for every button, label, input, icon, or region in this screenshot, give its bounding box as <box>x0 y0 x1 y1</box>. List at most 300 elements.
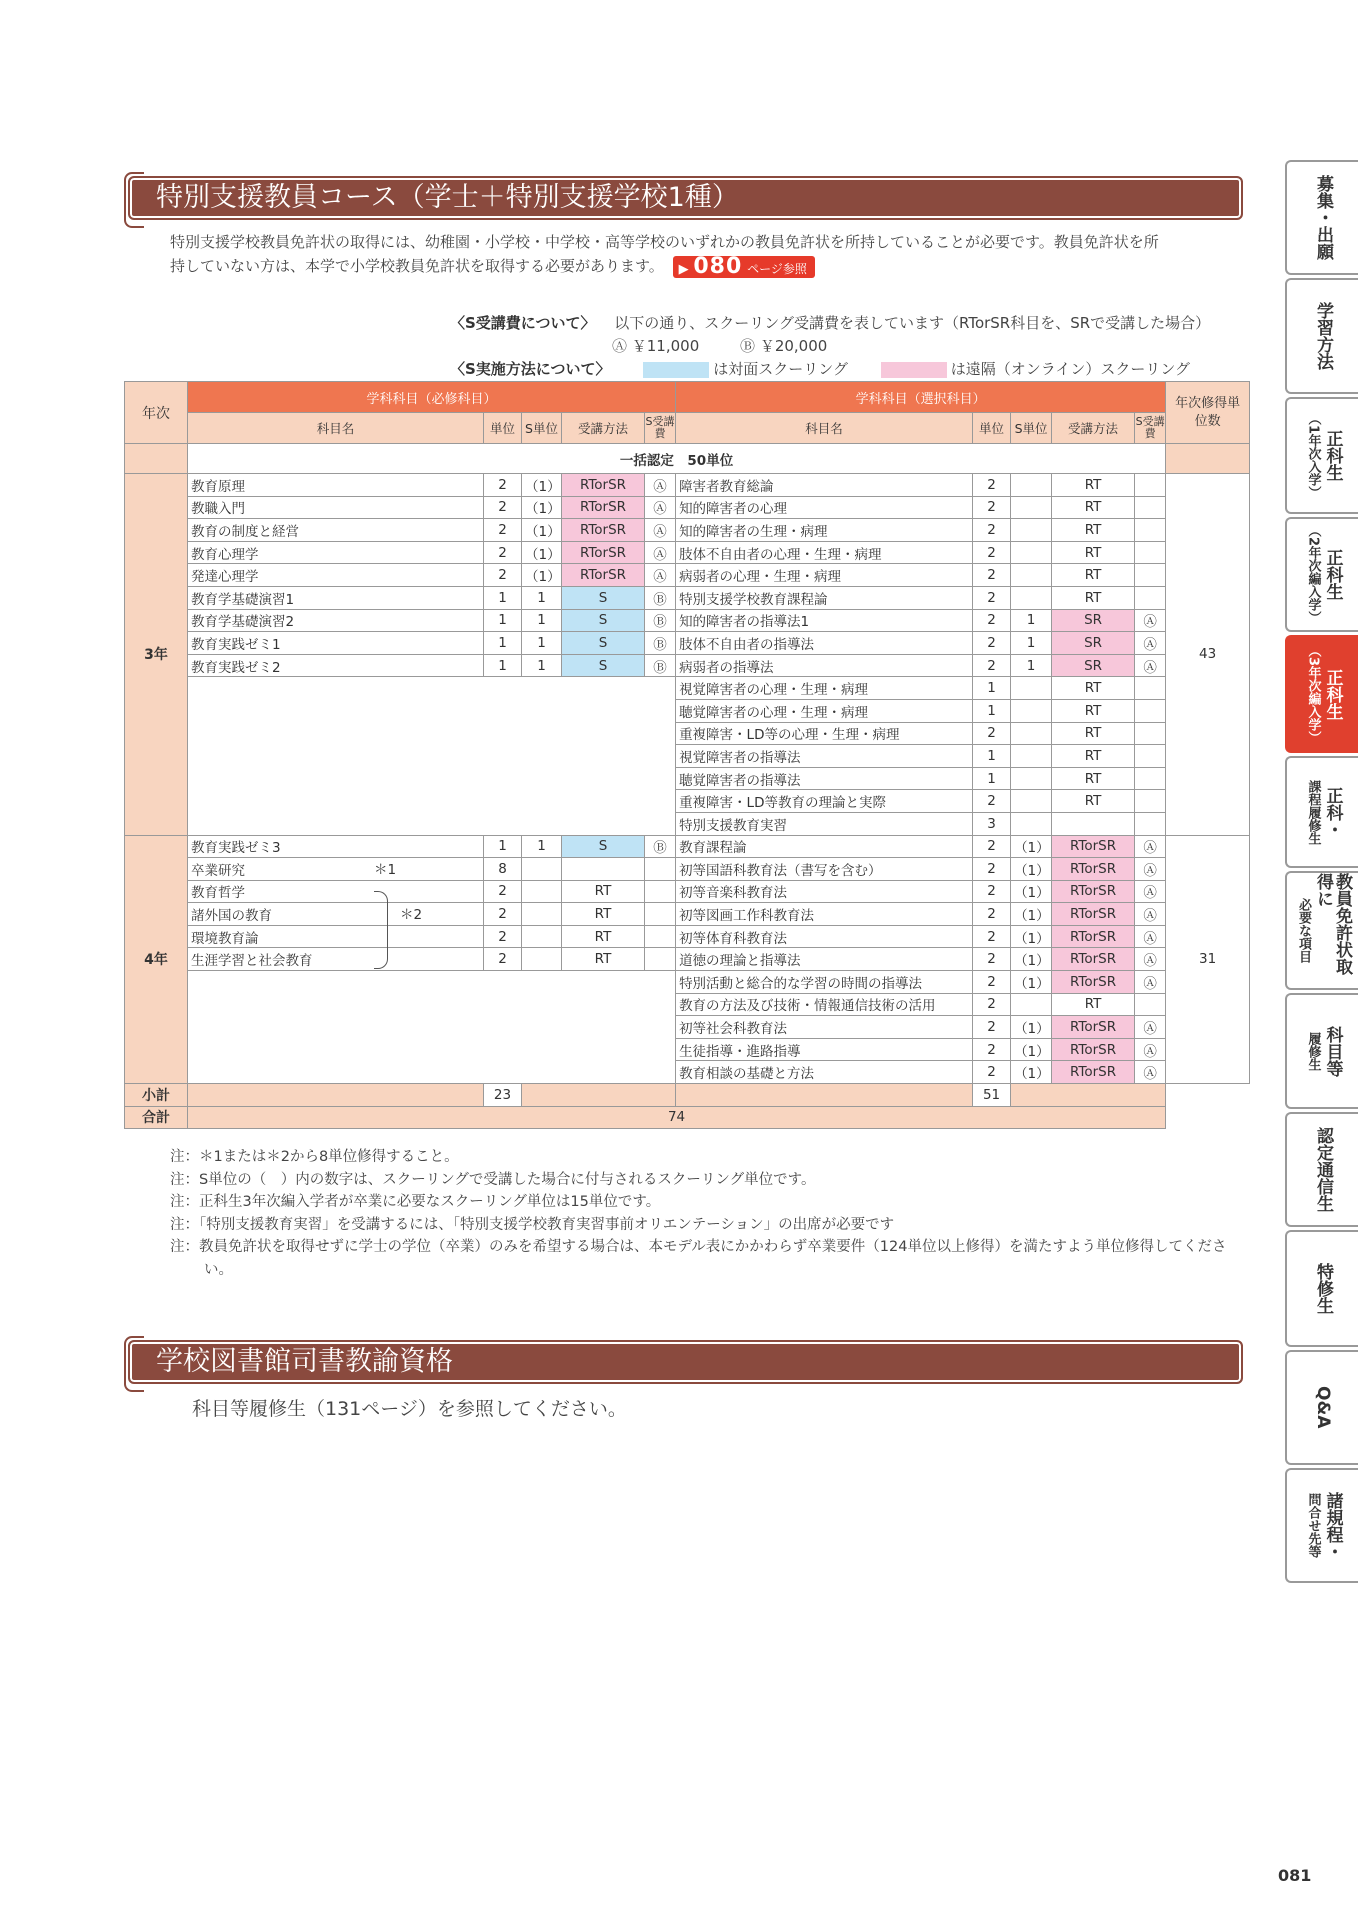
elective-course-unit: 3 <box>973 812 1011 835</box>
table-row <box>125 564 1250 587</box>
sidebar-tab-label: 科目等 <box>1322 1025 1343 1077</box>
note-item: 注：「特別支援教育実習」を受講するには、「特別支援学校教育実習事前オリエンテーション」の出席が必要です <box>170 1216 895 1233</box>
elective-course-sfee <box>1135 767 1166 790</box>
sidebar-tab[interactable] <box>1285 1230 1358 1347</box>
elective-course-sfee <box>1135 586 1166 609</box>
elective-course-unit: 2 <box>973 790 1011 813</box>
elective-course-unit: 2 <box>973 903 1011 926</box>
required-empty-cell <box>522 767 562 790</box>
sidebar-tab[interactable] <box>1285 756 1358 868</box>
required-course-sfee: Ⓑ <box>645 632 676 655</box>
required-course-sfee: Ⓐ <box>645 564 676 587</box>
fee-line-3 <box>450 358 1210 381</box>
bulk-total-cell <box>1166 444 1250 474</box>
required-empty-cell <box>484 790 522 813</box>
table-row <box>125 699 1250 722</box>
sidebar-tab[interactable] <box>1285 517 1358 632</box>
required-empty-cell <box>522 745 562 768</box>
elective-course-name: 聴覚障害者の指導法 <box>676 767 973 790</box>
asterisk-1-mark: ＊1 <box>374 862 397 879</box>
required-empty-cell <box>522 1061 562 1084</box>
required-course-sunit <box>522 880 562 903</box>
table-row <box>125 474 1250 497</box>
table-row <box>125 609 1250 632</box>
elective-course-sunit: （1） <box>1011 1016 1052 1039</box>
elective-course-name: 特別支援教育実習 <box>676 812 973 835</box>
elective-course-name: 病弱者の指導法 <box>676 654 973 677</box>
elective-course-sunit <box>1011 767 1052 790</box>
required-course-name: 教育学基礎演習2 <box>188 609 484 632</box>
blue-swatch <box>643 362 709 378</box>
required-empty-cell <box>522 971 562 994</box>
table-row <box>125 722 1250 745</box>
intro-line-2 <box>170 254 1245 278</box>
required-course-unit: 2 <box>484 948 522 971</box>
elective-course-method: RT <box>1052 474 1135 497</box>
header-subject-elective: 科目名 <box>676 413 973 444</box>
subtotal-blank <box>676 1084 973 1107</box>
header-sfee-elective: S受講費 <box>1135 413 1166 444</box>
elective-course-sunit <box>1011 812 1052 835</box>
elective-course-name: 教育の方法及び技術・情報通信技術の活用 <box>676 993 973 1016</box>
fee-a: Ⓐ ￥11,000 <box>612 337 700 355</box>
sidebar-tab[interactable] <box>1285 160 1358 275</box>
required-empty-cell <box>645 722 676 745</box>
elective-course-method: RTorSR <box>1052 1061 1135 1084</box>
elective-course-name: 知的障害者の心理 <box>676 496 973 519</box>
elective-course-sunit: 1 <box>1011 632 1052 655</box>
elective-course-name: 生徒指導・進路指導 <box>676 1038 973 1061</box>
elective-course-method: SR <box>1052 632 1135 655</box>
elective-course-name: 視覚障害者の心理・生理・病理 <box>676 677 973 700</box>
required-empty-cell <box>562 993 645 1016</box>
required-course-name: 教育実践ゼミ3 <box>188 835 484 858</box>
elective-course-method: RT <box>1052 993 1135 1016</box>
elective-course-sfee: Ⓐ <box>1135 1061 1166 1084</box>
sidebar-tab-label: 学習方法 <box>1313 302 1333 370</box>
elective-course-unit: 2 <box>973 1016 1011 1039</box>
table-row <box>125 745 1250 768</box>
elective-course-method: RT <box>1052 541 1135 564</box>
required-course-unit: 2 <box>484 564 522 587</box>
elective-course-sfee <box>1135 699 1166 722</box>
header-unit-elective: 単位 <box>973 413 1011 444</box>
header-year: 年次 <box>125 382 188 444</box>
sidebar-tab[interactable] <box>1285 635 1358 753</box>
elective-course-sunit: 1 <box>1011 609 1052 632</box>
required-course-sunit: （1） <box>522 541 562 564</box>
table-header-row-1 <box>125 382 1250 413</box>
required-empty-cell <box>562 1038 645 1061</box>
required-course-sfee: Ⓑ <box>645 654 676 677</box>
elective-course-sfee <box>1135 519 1166 542</box>
required-empty-cell <box>188 767 484 790</box>
required-empty-cell <box>522 677 562 700</box>
required-course-sunit <box>522 948 562 971</box>
required-course-method: S <box>562 654 645 677</box>
required-course-sfee: Ⓑ <box>645 609 676 632</box>
required-course-unit: 2 <box>484 903 522 926</box>
elective-course-method <box>1052 812 1135 835</box>
required-empty-cell <box>484 1061 522 1084</box>
total-label: 合計 <box>125 1106 188 1129</box>
elective-course-name: 障害者教育総論 <box>676 474 973 497</box>
page-ref-text: ページ参照 <box>747 261 807 276</box>
required-empty-cell <box>562 722 645 745</box>
subtotal-blank <box>522 1084 676 1107</box>
elective-course-sfee <box>1135 496 1166 519</box>
elective-course-sunit: （1） <box>1011 903 1052 926</box>
table-row <box>125 925 1250 948</box>
elective-course-sfee: Ⓐ <box>1135 654 1166 677</box>
note-item: 注：S単位の（ ）内の数字は、スクーリングで受講した場合に付与されるスクーリング単位です。 <box>170 1171 816 1188</box>
elective-course-sfee <box>1135 541 1166 564</box>
elective-course-unit: 2 <box>973 880 1011 903</box>
required-empty-cell <box>645 1016 676 1039</box>
total-empty <box>1166 1106 1250 1129</box>
required-course-sunit: 1 <box>522 654 562 677</box>
table-row <box>125 1016 1250 1039</box>
elective-course-unit: 2 <box>973 835 1011 858</box>
header-method-elective: 受講方法 <box>1052 413 1135 444</box>
elective-course-method: RTorSR <box>1052 1016 1135 1039</box>
elective-course-sunit <box>1011 699 1052 722</box>
sidebar-tab-sublabel: （1年次入学） <box>1305 411 1321 500</box>
elective-course-unit: 1 <box>973 767 1011 790</box>
intro-text <box>170 230 1245 278</box>
required-course-sunit: （1） <box>522 496 562 519</box>
fee-label: 〈S受講費について〉 <box>450 314 596 332</box>
table-row <box>125 654 1250 677</box>
fee-info <box>450 312 1210 381</box>
required-empty-cell <box>188 1038 484 1061</box>
elective-course-sunit: （1） <box>1011 971 1052 994</box>
required-course-method <box>562 858 645 881</box>
required-course-method: RTorSR <box>562 519 645 542</box>
table-row <box>125 880 1250 903</box>
elective-course-unit: 1 <box>973 745 1011 768</box>
required-course-unit: 2 <box>484 519 522 542</box>
required-course-name: 教育学基礎演習1 <box>188 586 484 609</box>
bulk-certification: 一括認定 50単位 <box>188 444 1166 474</box>
required-empty-cell <box>645 767 676 790</box>
elective-course-method: RT <box>1052 722 1135 745</box>
required-course-method: S <box>562 632 645 655</box>
table-row <box>125 496 1250 519</box>
elective-course-unit: 1 <box>973 677 1011 700</box>
sidebar-tab-label: Q&A <box>1313 1386 1333 1429</box>
elective-course-method: SR <box>1052 609 1135 632</box>
elective-course-name: 道徳の理論と指導法 <box>676 948 973 971</box>
header-sfee: S受講費 <box>645 413 676 444</box>
elective-course-unit: 2 <box>973 496 1011 519</box>
elective-course-unit: 2 <box>973 925 1011 948</box>
elective-course-method: RT <box>1052 586 1135 609</box>
required-empty-cell <box>484 1016 522 1039</box>
required-course-method: S <box>562 609 645 632</box>
blue-legend: は対面スクーリング <box>713 360 848 378</box>
pink-swatch <box>881 362 947 378</box>
required-course-name: 教育心理学 <box>188 541 484 564</box>
sidebar-tab[interactable] <box>1285 397 1358 514</box>
sidebar-tab[interactable] <box>1285 871 1358 990</box>
elective-course-name: 知的障害者の生理・病理 <box>676 519 973 542</box>
required-course-method: RTorSR <box>562 564 645 587</box>
elective-course-sunit <box>1011 745 1052 768</box>
elective-course-name: 初等音楽科教育法 <box>676 880 973 903</box>
subtotal-label: 小計 <box>125 1084 188 1107</box>
elective-course-sunit: （1） <box>1011 925 1052 948</box>
intro-line-1: 特別支援学校教員免許状の取得には、幼稚園・小学校・中学校・高等学校のいずれかの教員免許状を所持していることが必要です。教員免許状を所 <box>170 233 1159 251</box>
header-sunit: S単位 <box>522 413 562 444</box>
subtotal-elective: 51 <box>973 1084 1011 1107</box>
table-row <box>125 677 1250 700</box>
table-row <box>125 971 1250 994</box>
elective-course-method: RT <box>1052 790 1135 813</box>
elective-course-method: RTorSR <box>1052 948 1135 971</box>
elective-course-method: RT <box>1052 745 1135 768</box>
required-course-sfee: Ⓐ <box>645 496 676 519</box>
required-course-sunit <box>522 925 562 948</box>
notes <box>170 1146 1250 1281</box>
sidebar-tab-label: 正科生 <box>1322 430 1343 481</box>
required-empty-cell <box>645 745 676 768</box>
sidebar-tab-label: 認定通信生 <box>1313 1127 1333 1212</box>
sidebar-tab-label: 募集・出願 <box>1313 175 1333 260</box>
required-empty-cell <box>645 1038 676 1061</box>
required-course-unit: 2 <box>484 541 522 564</box>
required-course-sunit <box>522 858 562 881</box>
required-course-method: RT <box>562 948 645 971</box>
play-arrow-icon: ▶ <box>678 261 689 277</box>
sidebar-tab-label: 諸規程・ <box>1322 1491 1343 1560</box>
required-course-sfee <box>645 925 676 948</box>
method-label: 〈S実施方法について〉 <box>450 360 611 378</box>
table-row <box>125 903 1250 926</box>
required-empty-cell <box>188 790 484 813</box>
elective-course-sfee: Ⓐ <box>1135 609 1166 632</box>
subtotal-empty <box>1166 1084 1250 1107</box>
elective-course-sfee <box>1135 812 1166 835</box>
elective-course-name: 初等図画工作科教育法 <box>676 903 973 926</box>
required-empty-cell <box>645 699 676 722</box>
elective-course-unit: 2 <box>973 1038 1011 1061</box>
total-row <box>125 1106 1250 1129</box>
required-empty-cell <box>484 993 522 1016</box>
header-required: 学科科目（必修科目） <box>188 382 676 413</box>
elective-course-unit: 2 <box>973 654 1011 677</box>
elective-course-name: 特別活動と総合的な学習の時間の指導法 <box>676 971 973 994</box>
required-course-sfee <box>645 948 676 971</box>
required-empty-cell <box>188 971 484 994</box>
curriculum-table <box>124 381 1250 1129</box>
required-course-sfee: Ⓐ <box>645 474 676 497</box>
elective-course-method: SR <box>1052 654 1135 677</box>
elective-course-name: 視覚障害者の指導法 <box>676 745 973 768</box>
header-subject: 科目名 <box>188 413 484 444</box>
required-course-name: 教育実践ゼミ1 <box>188 632 484 655</box>
elective-course-unit: 2 <box>973 519 1011 542</box>
sidebar-tab-sublabel: 問合せ先等 <box>1305 1493 1321 1558</box>
required-empty-cell <box>562 812 645 835</box>
elective-course-sunit <box>1011 677 1052 700</box>
elective-course-sunit <box>1011 586 1052 609</box>
required-course-unit: 1 <box>484 609 522 632</box>
elective-course-method: RT <box>1052 496 1135 519</box>
required-empty-cell <box>522 722 562 745</box>
section-title-text: 特別支援教員コース（学士＋特別支援学校1種） <box>156 182 739 213</box>
sidebar-tab-label: 正科生 <box>1322 668 1343 720</box>
table-row <box>125 1061 1250 1084</box>
header-method: 受講方法 <box>562 413 645 444</box>
elective-course-unit: 2 <box>973 564 1011 587</box>
section-title-special-support <box>128 176 1243 220</box>
fee-line-2 <box>450 335 1210 358</box>
required-course-sfee: Ⓑ <box>645 835 676 858</box>
required-course-unit: 2 <box>484 474 522 497</box>
required-course-sfee: Ⓐ <box>645 541 676 564</box>
required-empty-cell <box>645 1061 676 1084</box>
elective-course-sfee: Ⓐ <box>1135 632 1166 655</box>
elective-course-unit: 2 <box>973 971 1011 994</box>
elective-course-name: 聴覚障害者の心理・生理・病理 <box>676 699 973 722</box>
required-course-unit: 1 <box>484 835 522 858</box>
sidebar-tab[interactable] <box>1285 993 1358 1109</box>
elective-course-unit: 2 <box>973 722 1011 745</box>
required-course-name: 環境教育論 <box>188 925 484 948</box>
elective-course-method: RT <box>1052 564 1135 587</box>
subtotal-blank <box>188 1084 484 1107</box>
required-empty-cell <box>188 722 484 745</box>
elective-course-name: 初等体育科教育法 <box>676 925 973 948</box>
table-row <box>125 632 1250 655</box>
elective-course-unit: 2 <box>973 993 1011 1016</box>
required-empty-cell <box>645 812 676 835</box>
required-course-sunit: （1） <box>522 519 562 542</box>
required-course-unit: 1 <box>484 654 522 677</box>
elective-course-sfee <box>1135 790 1166 813</box>
table-row <box>125 586 1250 609</box>
elective-course-sfee: Ⓐ <box>1135 948 1166 971</box>
elective-course-unit: 2 <box>973 632 1011 655</box>
table-row <box>125 835 1250 858</box>
elective-course-sfee: Ⓐ <box>1135 903 1166 926</box>
elective-course-unit: 2 <box>973 948 1011 971</box>
pink-legend: は遠隔（オンライン）スクーリング <box>950 360 1191 378</box>
sidebar-tab-label: 特修生 <box>1313 1263 1333 1314</box>
required-empty-cell <box>484 971 522 994</box>
elective-course-method: RT <box>1052 767 1135 790</box>
required-course-sfee <box>645 858 676 881</box>
elective-course-sunit: （1） <box>1011 948 1052 971</box>
header-total-units: 年次修得単位数 <box>1166 382 1250 444</box>
elective-course-sunit <box>1011 496 1052 519</box>
elective-course-method: RTorSR <box>1052 971 1135 994</box>
elective-course-name: 初等社会科教育法 <box>676 1016 973 1039</box>
subtotal-required: 23 <box>484 1084 522 1107</box>
table-row <box>125 767 1250 790</box>
elective-course-method: RTorSR <box>1052 925 1135 948</box>
fee-line-1 <box>450 312 1210 335</box>
elective-course-sfee <box>1135 677 1166 700</box>
elective-course-method: RT <box>1052 699 1135 722</box>
table-row <box>125 790 1250 813</box>
elective-course-method: RTorSR <box>1052 835 1135 858</box>
elective-course-sunit <box>1011 541 1052 564</box>
elective-course-sfee <box>1135 745 1166 768</box>
required-empty-cell <box>188 812 484 835</box>
required-course-method: S <box>562 835 645 858</box>
required-empty-cell <box>484 1038 522 1061</box>
year-3-label: 3年 <box>125 474 188 836</box>
elective-course-unit: 1 <box>973 699 1011 722</box>
page-ref-badge[interactable] <box>673 253 815 279</box>
fee-b: Ⓑ ￥20,000 <box>740 337 828 355</box>
sidebar-tab[interactable] <box>1285 1112 1358 1227</box>
asterisk-2-mark: ＊2 <box>400 907 423 924</box>
page-number: 081 <box>1278 1866 1312 1885</box>
required-empty-cell <box>484 767 522 790</box>
elective-course-sfee: Ⓐ <box>1135 1016 1166 1039</box>
table-row <box>125 993 1250 1016</box>
bulk-year-cell <box>125 444 188 474</box>
year-3-total-units: 43 <box>1166 474 1250 836</box>
required-course-method: RTorSR <box>562 474 645 497</box>
elective-course-name: 重複障害・LD等教育の理論と実際 <box>676 790 973 813</box>
elective-course-method: RT <box>1052 677 1135 700</box>
required-course-unit: 8 <box>484 858 522 881</box>
required-course-sunit: （1） <box>522 474 562 497</box>
elective-course-sunit <box>1011 993 1052 1016</box>
required-empty-cell <box>562 1061 645 1084</box>
required-empty-cell <box>484 677 522 700</box>
year-4-total-units: 31 <box>1166 835 1250 1084</box>
required-course-name: 教職入門 <box>188 496 484 519</box>
subtotal-blank <box>1011 1084 1166 1107</box>
required-course-method: RT <box>562 880 645 903</box>
table-row <box>125 858 1250 881</box>
elective-course-name: 教育相談の基礎と方法 <box>676 1061 973 1084</box>
required-empty-cell <box>522 1016 562 1039</box>
required-empty-cell <box>562 767 645 790</box>
required-course-unit: 2 <box>484 496 522 519</box>
required-course-name: 発達心理学 <box>188 564 484 587</box>
required-course-method: S <box>562 586 645 609</box>
required-empty-cell <box>188 699 484 722</box>
total-value: 74 <box>188 1106 1166 1129</box>
required-empty-cell <box>645 971 676 994</box>
required-empty-cell <box>188 993 484 1016</box>
required-empty-cell <box>562 790 645 813</box>
sidebar-tab-sublabel: 履修生 <box>1305 1031 1321 1071</box>
elective-course-name: 重複障害・LD等の心理・生理・病理 <box>676 722 973 745</box>
required-empty-cell <box>484 722 522 745</box>
sidebar-tab[interactable] <box>1285 278 1358 394</box>
sidebar-tab[interactable] <box>1285 1468 1358 1583</box>
required-course-sfee: Ⓐ <box>645 519 676 542</box>
elective-course-unit: 2 <box>973 586 1011 609</box>
table-row <box>125 519 1250 542</box>
sidebar-tab-sublabel: 必要な項目 <box>1296 898 1311 963</box>
required-empty-cell <box>484 745 522 768</box>
elective-course-unit: 2 <box>973 1061 1011 1084</box>
required-empty-cell <box>645 677 676 700</box>
required-course-unit: 2 <box>484 925 522 948</box>
required-empty-cell <box>522 790 562 813</box>
sidebar-tab[interactable] <box>1285 1350 1358 1465</box>
elective-course-sunit <box>1011 722 1052 745</box>
elective-course-sfee <box>1135 993 1166 1016</box>
